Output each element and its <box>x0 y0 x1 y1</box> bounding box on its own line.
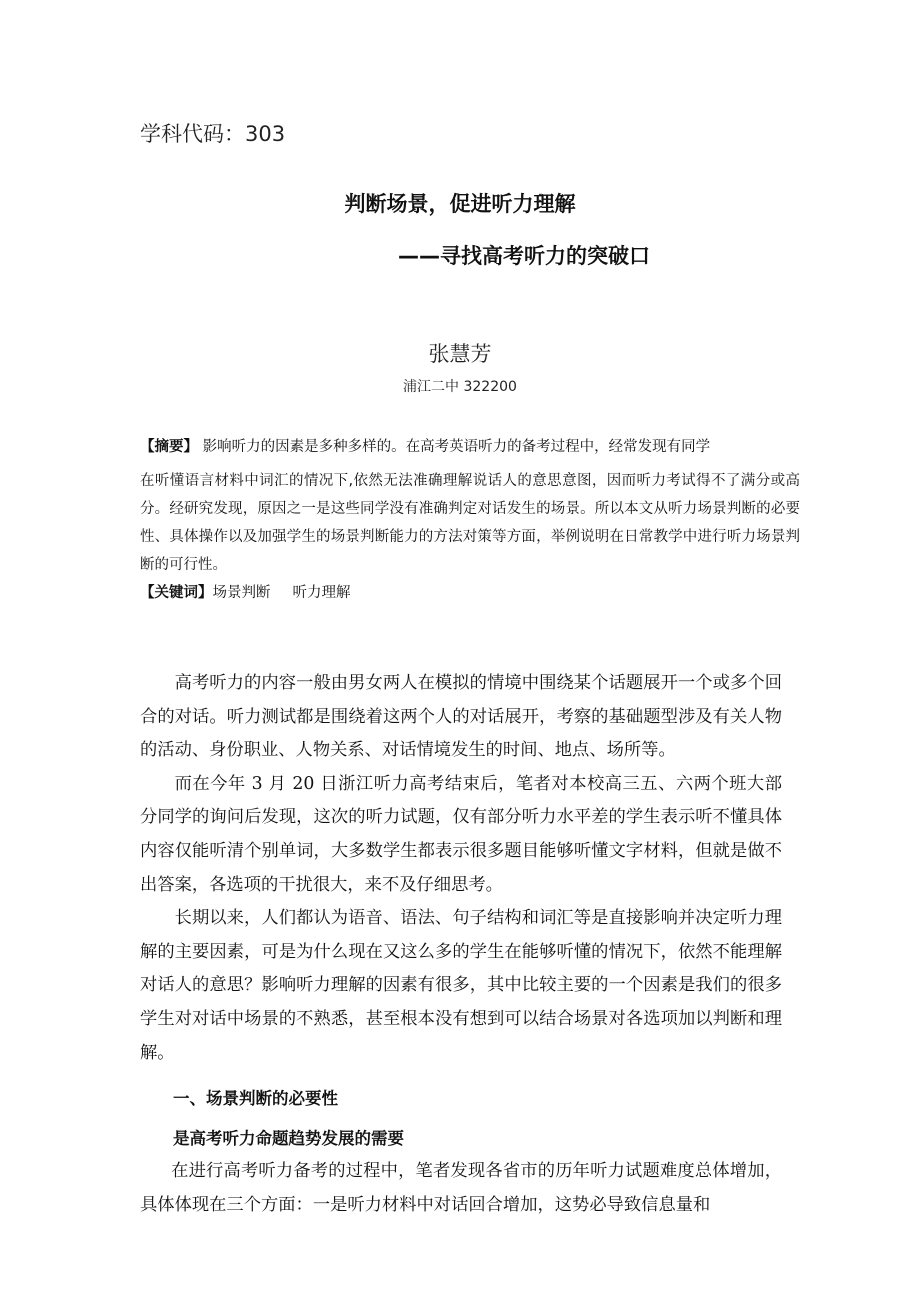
abstract-label: 【摘要】 <box>140 439 198 455</box>
abstract <box>140 433 800 579</box>
subsection-heading: 是高考听力命题趋势发展的需要 <box>173 1128 404 1148</box>
subject-code: 学科代码：303 <box>140 122 286 146</box>
page-title: 判断场景，促进听力理解 <box>344 192 576 216</box>
abstract-line1: 影响听力的因素是多种多样的。在高考英语听力的备考过程中，经常发现有同学 <box>202 439 711 455</box>
author-name: 张慧芳 <box>428 342 492 366</box>
keyword-item: 场景判断 <box>212 585 271 601</box>
body-paragraph: 高考听力的内容一般由男女两人在模拟的情境中围绕某个话题展开一个或多个回合的对话。听力测试都是围绕着这两个人的对话展开，考察的基础题型涉及有关人物的活动、身份职业、人物关系、对话情境发生的时间、地点、场所等。 <box>140 673 782 761</box>
keywords <box>140 581 351 602</box>
keyword-item: 听力理解 <box>292 585 351 601</box>
body-paragraph: 在进行高考听力备考的过程中，笔者发现各省市的历年听力试题难度总体增加，具体体现在三个方面：一是听力材料中对话回合增加，这势必导致信息量和 <box>140 1161 782 1215</box>
body-paragraph: 而在今年 3 月 20 日浙江听力高考结束后，笔者对本校高三五、六两个班大部分同学的询问后发现，这次的听力试题，仅有部分听力水平差的学生表示听不懂具体内容仅能听清个别单词，大多数学生都表示很多题目能够听懂文字材料，但就是做不出答案，各选项的干扰很大，来不及仔细思考。 <box>140 773 782 895</box>
body-text <box>140 667 782 1223</box>
author-affiliation: 浦江二中 322200 <box>403 379 517 395</box>
abstract-first-line <box>140 433 800 461</box>
body-paragraph: 长期以来，人们都认为语音、语法、句子结构和词汇等是直接影响并决定听力理解的主要因素，可是为什么现在又这么多的学生在能够听懂的情况下，依然不能理解对话人的意思？影响听力理解的因素有很多，其中比较主要的一个因素是我们的很多学生对对话中场景的不熟悉，甚至根本没有想到可以结合场景对各选项加以判断和理解。 <box>140 908 782 1063</box>
abstract-text: 在听懂语言材料中词汇的情况下,依然无法准确理解说话人的意思意图，因而听力考试得不了满分或高分。经研究发现，原因之一是这些同学没有准确判定对话发生的场景。所以本文从听力场景判断的必要性、具体操作以及加强学生的场景判断能力的方法对策等方面，举例说明在日常教学中进行听力场景判断的可行性。 <box>140 473 800 573</box>
page-subtitle: ——寻找高考听力的突破口 <box>398 244 650 268</box>
section-heading: 一、场景判断的必要性 <box>173 1089 338 1109</box>
keywords-label: 【关键词】 <box>140 585 213 601</box>
